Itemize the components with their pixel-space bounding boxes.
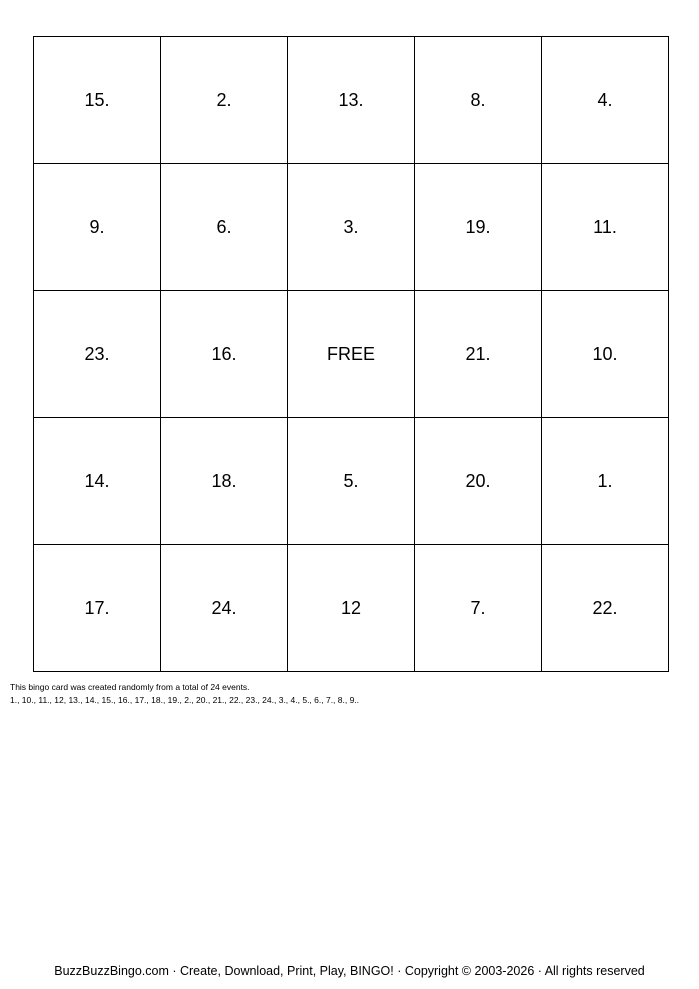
bingo-cell: 10. [542, 291, 669, 418]
bingo-cell: 4. [542, 37, 669, 164]
bingo-cell: 24. [161, 545, 288, 672]
bingo-cell: 3. [288, 164, 415, 291]
page-footer: BuzzBuzzBingo.com · Create, Download, Print, Play, BINGO! · Copyright © 2003-2026 · All rights reserved [54, 964, 645, 978]
bingo-row [34, 291, 669, 418]
card-events-list: 1., 10., 11., 12, 13., 14., 15., 16., 17., 18., 19., 2., 20., 21., 22., 23., 24., 3., 4., 5., 6., 7., 8., 9.. [10, 694, 360, 705]
bingo-row [34, 164, 669, 291]
bingo-cell: 13. [288, 37, 415, 164]
bingo-cell: 1. [542, 418, 669, 545]
bingo-row [34, 545, 669, 672]
card-info [10, 681, 690, 706]
bingo-card [33, 36, 669, 672]
bingo-row [34, 418, 669, 545]
bingo-cell: 22. [542, 545, 669, 672]
bingo-row [34, 37, 669, 164]
card-info-note: This bingo card was created randomly from a total of 24 events. [10, 682, 250, 692]
bingo-cell: 23. [34, 291, 161, 418]
bingo-cell: 15. [34, 37, 161, 164]
bingo-cell: 18. [161, 418, 288, 545]
bingo-cell: 11. [542, 164, 669, 291]
bingo-cell: 16. [161, 291, 288, 418]
bingo-cell: 6. [161, 164, 288, 291]
bingo-cell: 7. [415, 545, 542, 672]
bingo-cell: 5. [288, 418, 415, 545]
bingo-cell: 17. [34, 545, 161, 672]
bingo-cell: 20. [415, 418, 542, 545]
bingo-cell: 14. [34, 418, 161, 545]
bingo-cell: 19. [415, 164, 542, 291]
bingo-free-cell: FREE [288, 291, 415, 418]
bingo-cell: 2. [161, 37, 288, 164]
bingo-cell: 9. [34, 164, 161, 291]
bingo-cell: 12 [288, 545, 415, 672]
bingo-cell: 8. [415, 37, 542, 164]
bingo-cell: 21. [415, 291, 542, 418]
